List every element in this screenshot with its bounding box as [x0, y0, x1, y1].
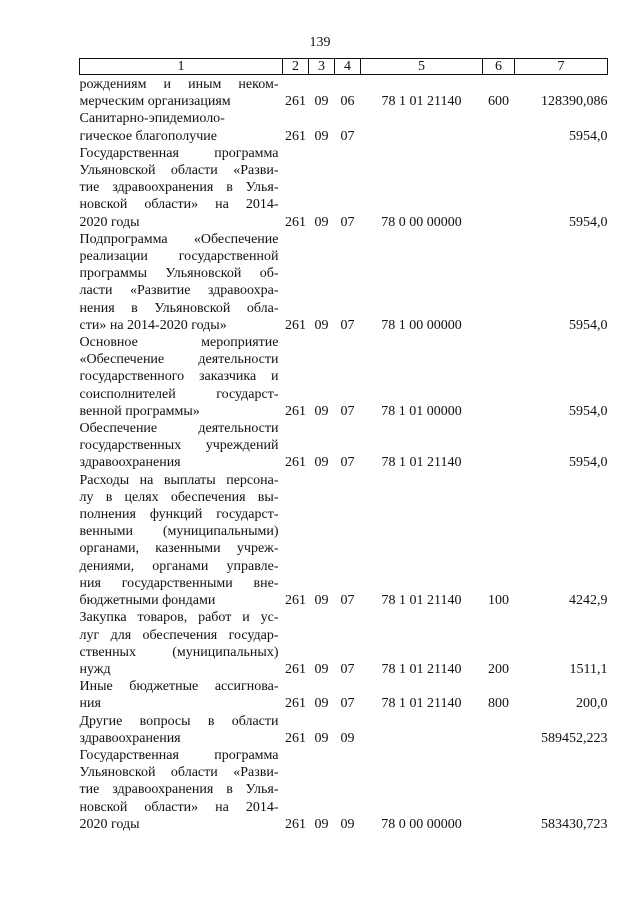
name-line: венной программы»: [79, 403, 200, 419]
cell-vr: 200: [488, 661, 509, 677]
cell-csr: 78 1 01 21140: [381, 696, 462, 712]
name-line: Основное мероприятие: [79, 335, 279, 351]
budget-table: [79, 58, 608, 833]
table-row: [80, 713, 608, 747]
cell-pr: 07: [340, 317, 355, 333]
cell-csr: 78 0 00 00000: [381, 816, 462, 832]
name-line: Расходы на выплаты персона-: [79, 472, 279, 488]
name-line: сти» на 2014-2020 годы»: [79, 317, 227, 333]
cell-name: [80, 145, 283, 231]
cell-pr: 07: [340, 214, 355, 230]
name-line: венными (муниципальными): [79, 524, 279, 540]
name-line: Ульяновской области «Разви-: [79, 163, 279, 179]
table-row: [80, 145, 608, 231]
cell-name: [80, 75, 283, 111]
cell-rz: 09: [314, 593, 329, 609]
cell-csr: [361, 713, 483, 747]
table-body: [80, 75, 608, 833]
name-line: Обеспечение деятельности: [79, 421, 279, 437]
cell-vr: [483, 145, 515, 231]
cell-vr: [483, 110, 515, 144]
column-header-gr: 2: [283, 59, 309, 75]
table-header: [80, 59, 608, 75]
name-line: гическое благополучие: [79, 128, 217, 144]
cell-rz: 09: [314, 317, 329, 333]
cell-pr: 09: [340, 816, 355, 832]
name-line: органами, казенными учреж-: [79, 541, 279, 557]
cell-sum: 589452,223: [541, 730, 608, 746]
column-header-sum: 7: [515, 59, 608, 75]
table-row: [80, 609, 608, 678]
table-row: [80, 747, 608, 833]
cell-name: [80, 231, 283, 334]
cell-pr: 07: [340, 696, 355, 712]
cell-csr: 78 1 01 21140: [381, 94, 462, 110]
cell-rz: 09: [314, 696, 329, 712]
column-header-rz: 3: [309, 59, 335, 75]
cell-sum: 5954,0: [569, 214, 608, 230]
cell-csr: 78 1 01 00000: [381, 403, 462, 419]
cell-sum: 5954,0: [569, 455, 608, 471]
name-line: «Обеспечение деятельности: [79, 352, 279, 368]
cell-rz: 09: [314, 214, 329, 230]
cell-name: [80, 609, 283, 678]
cell-gr: 261: [285, 455, 306, 471]
name-line: Санитарно-эпидемиоло-: [79, 111, 225, 127]
name-line: реализации государственной: [79, 249, 279, 265]
cell-pr: 07: [340, 128, 355, 144]
cell-pr: 06: [340, 94, 355, 110]
name-line: Другие вопросы в области: [79, 713, 279, 729]
cell-pr: 07: [340, 455, 355, 471]
name-line: ласти «Развитие здравоохра-: [79, 283, 279, 299]
table-row: [80, 472, 608, 610]
name-line: программы Ульяновской об-: [79, 266, 279, 282]
cell-gr: 261: [285, 403, 306, 419]
column-header-vr: 6: [483, 59, 515, 75]
name-line: Закупка товаров, работ и ус-: [79, 610, 279, 626]
table-row: [80, 420, 608, 472]
cell-name: [80, 747, 283, 833]
table-row: [80, 231, 608, 334]
name-line: 2020 годы: [79, 214, 140, 230]
cell-csr: 78 1 01 21140: [381, 455, 462, 471]
cell-gr: 261: [285, 94, 306, 110]
name-line: луг для обеспечения государ-: [79, 627, 279, 643]
cell-sum: 583430,723: [541, 816, 608, 832]
cell-gr: 261: [285, 128, 306, 144]
cell-pr: 07: [340, 403, 355, 419]
name-line: Государственная программа: [79, 747, 279, 763]
cell-name: [80, 334, 283, 420]
cell-csr: [361, 110, 483, 144]
name-line: нения в Ульяновской обла-: [79, 300, 279, 316]
header-row: [80, 59, 608, 75]
cell-sum: 200,0: [576, 696, 608, 712]
cell-gr: 261: [285, 593, 306, 609]
cell-name: [80, 678, 283, 712]
name-line: Государственная программа: [79, 145, 279, 161]
cell-sum: 5954,0: [569, 128, 608, 144]
table-row: [80, 110, 608, 144]
cell-rz: 09: [314, 730, 329, 746]
cell-vr: [483, 420, 515, 472]
cell-csr: 78 1 01 21140: [381, 593, 462, 609]
cell-pr: 07: [340, 661, 355, 677]
name-line: государственных учреждений: [79, 438, 279, 454]
cell-rz: 09: [314, 816, 329, 832]
cell-rz: 09: [314, 403, 329, 419]
cell-csr: 78 1 00 00000: [381, 317, 462, 333]
cell-name: [80, 420, 283, 472]
column-header-csr: 5: [361, 59, 483, 75]
column-header-pr: 4: [335, 59, 361, 75]
cell-csr: 78 1 01 21140: [381, 661, 462, 677]
name-line: здравоохранения: [79, 730, 181, 746]
name-line: Подпрограмма «Обеспечение: [79, 231, 279, 247]
table-row: [80, 334, 608, 420]
cell-sum: 128390,086: [541, 94, 608, 110]
table-row: [80, 678, 608, 712]
cell-gr: 261: [285, 214, 306, 230]
cell-vr: [483, 231, 515, 334]
name-line: новской области» на 2014-: [79, 197, 279, 213]
name-line: Ульяновской области «Разви-: [79, 765, 279, 781]
name-line: здравоохранения: [79, 455, 181, 471]
name-line: тие здравоохранения в Улья-: [79, 782, 279, 798]
name-line: 2020 годы: [79, 816, 140, 832]
cell-gr: 261: [285, 696, 306, 712]
cell-rz: 09: [314, 94, 329, 110]
cell-vr: [483, 334, 515, 420]
cell-vr: 100: [488, 593, 509, 609]
name-line: полнения функций государст-: [79, 507, 279, 523]
cell-pr: 07: [340, 593, 355, 609]
name-line: ния: [79, 696, 101, 712]
cell-csr: 78 0 00 00000: [381, 214, 462, 230]
cell-sum: 5954,0: [569, 403, 608, 419]
name-line: Иные бюджетные ассигнова-: [79, 679, 279, 695]
cell-vr: [483, 713, 515, 747]
cell-rz: 09: [314, 661, 329, 677]
name-line: государственного заказчика и: [79, 369, 279, 385]
name-line: мерческим организациям: [79, 94, 231, 110]
page-number: 139: [309, 35, 331, 50]
cell-name: [80, 110, 283, 144]
cell-vr: [483, 747, 515, 833]
name-line: ния государственными вне-: [79, 575, 279, 591]
cell-name: [80, 713, 283, 747]
cell-sum: 4242,9: [569, 593, 608, 609]
name-line: тие здравоохранения в Улья-: [79, 180, 279, 196]
cell-sum: 1511,1: [569, 661, 608, 677]
cell-rz: 09: [314, 128, 329, 144]
cell-name: [80, 472, 283, 610]
cell-pr: 09: [340, 730, 355, 746]
name-line: нужд: [79, 661, 111, 677]
name-line: бюджетными фондами: [79, 593, 216, 609]
cell-vr: 600: [488, 94, 509, 110]
cell-gr: 261: [285, 661, 306, 677]
table-row: [80, 75, 608, 111]
cell-gr: 261: [285, 730, 306, 746]
cell-gr: 261: [285, 816, 306, 832]
name-line: соисполнителей государст-: [79, 386, 279, 402]
name-line: ственных (муниципальных): [79, 644, 279, 660]
cell-rz: 09: [314, 455, 329, 471]
column-header-name: 1: [80, 59, 283, 75]
cell-sum: 5954,0: [569, 317, 608, 333]
name-line: новской области» на 2014-: [79, 799, 279, 815]
cell-gr: 261: [285, 317, 306, 333]
name-line: лу в целях обеспечения вы-: [79, 489, 279, 505]
cell-vr: 800: [488, 696, 509, 712]
name-line: дениями, органами управле-: [79, 558, 279, 574]
name-line: рождениям и иным неком-: [79, 77, 279, 92]
